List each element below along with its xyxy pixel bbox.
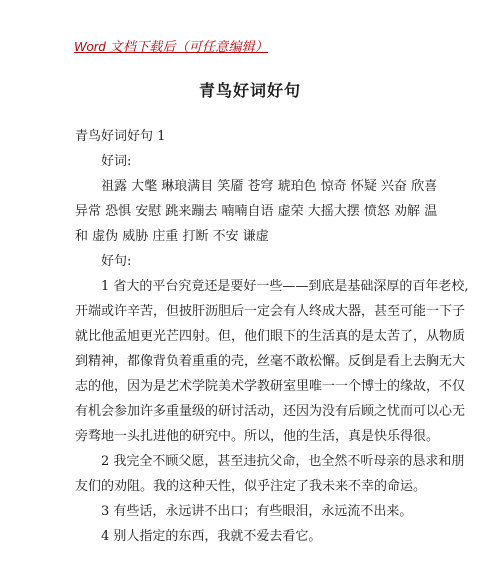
paragraph-line: 3 有些话，永远讲不出口；有些眼泪，永远流不出来。 — [101, 504, 413, 519]
paragraph-line: 志的他，因为是艺术学院美术学教研室里唯一一个博士的缘故，不仅 — [75, 379, 466, 394]
paragraph-line: 就比他孟旭更光芒四射。但，他们眼下的生活真的是太苦了，从物质 — [75, 329, 466, 344]
paragraph-line: 友们的劝阻。我的这种天性，似乎注定了我未来不幸的命运。 — [75, 479, 427, 494]
sentence-paragraph-3 — [75, 499, 447, 524]
paragraph-line: 2 我完全不顾父愿，甚至违抗父命，也全然不听母亲的恳求和朋 — [101, 454, 465, 469]
download-notice-link[interactable]: Word 文档下载后（可任意编辑） — [74, 39, 269, 54]
paragraph-line: 开端或许辛苦，但披肝沥胆后一定会有人终成大器，甚至可能一下子 — [75, 304, 466, 319]
words-line: 祖露 大氅 琳琅满目 笑靥 苍穹 琥珀色 惊奇 怀疑 兴奋 欣喜 — [101, 179, 438, 194]
sentence-paragraph-4 — [75, 524, 447, 549]
words-block — [75, 174, 447, 249]
paragraph-line: 旁骛地一头扎进他的研究中。所以，他的生活，真是快乐得很。 — [75, 429, 440, 444]
sentences-label: 好句: — [101, 254, 132, 269]
paragraph-line: 4 别人指定的东西，我就不爱去看它。 — [101, 529, 322, 544]
document-title: 青鸟好词好句 — [198, 81, 301, 100]
paragraph-line: 到精神，都像背负着重重的壳，丝毫不敢松懈。反倒是看上去胸无大 — [75, 354, 466, 369]
words-line: 异常 恐惧 安慰 跳来蹦去 喃喃自语 虚荣 大摇大摆 愤怒 劝解 温 — [75, 204, 438, 219]
section-heading: 青鸟好词好句 1 — [75, 129, 166, 144]
document-body — [75, 124, 469, 549]
words-label: 好词: — [101, 154, 132, 169]
sentence-paragraph-2 — [75, 449, 465, 499]
paragraph-line: 有机会参加许多重量级的研讨活动，还因为没有后顾之忧而可以心无 — [75, 404, 466, 419]
words-line: 和 虚伪 威胁 庄重 打断 不安 谦虚 — [75, 229, 269, 244]
paragraph-line: 1 省大的平台究竟还是要好一些——到底是基础深厚的百年老校, — [101, 279, 469, 294]
sentence-paragraph-1 — [75, 274, 469, 449]
